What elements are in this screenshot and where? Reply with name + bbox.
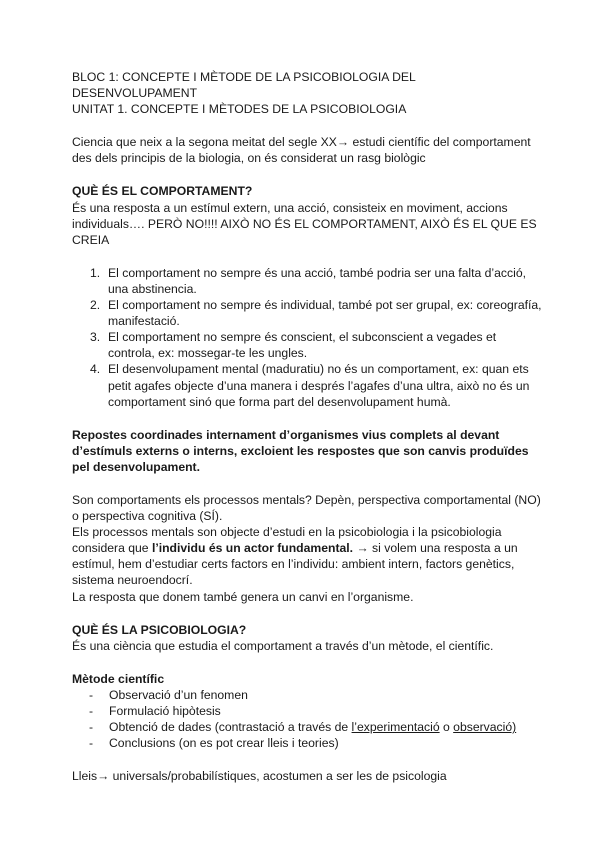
list-item: 1. El comportament no sempre és una acció, també podria ser una falta d’acció, una abstinencia. [90,265,526,296]
individual-emphasis: l’individu és un actor fundamental. [151,541,354,556]
list-item: - Obtenció de dades (contrastació a través de l’experimentació o observació) [89,720,517,735]
document-page [72,69,542,784]
header-line-2: UNITAT 1. CONCEPTE I MÈTODES DE LA PSICOBIOLOGIA [72,102,407,117]
list-item: - Observació d’un fenomen [89,687,248,702]
list-item: - Formulació hipòtesis [89,704,221,718]
list-item: 3. El comportament no sempre és conscient, el subconscient a vegades et controla, ex: mossegar-te les ungles. [90,330,497,361]
response-paragraph: La resposta que donem també genera un canvi en l’organisme. [72,589,414,604]
mental-processes-paragraph: Son comportaments els processos mentals? Depèn, perspectiva comportamental (NO) o perspectiva cognitiva (SÍ). [72,492,541,524]
intro-paragraph: Ciencia que neix a la segona meitat del segle XX→ estudi científic del comportament des dels principis de la biologia, on és considerat un rasg biològic [72,135,531,166]
laws-paragraph: Lleis→ universals/probabilístiques, acostumen a ser les de psicologia [72,769,447,784]
list-item: 2. El comportament no sempre és individual, també pot ser grupal, ex: coreografía, manifestació. [90,298,542,329]
section-title-psicobiologia: QUÈ ÉS LA PSICOBIOLOGIA? [72,622,247,637]
individual-paragraph: Els processos mentals son objecte d’estudi en la psicobiologia i la psicobiologia considera que l’individu és un actor fundamental. → si volem una resposta a un estímul, hem d’estudiar certs factors en l’individu: ambient intern, factors genètics, sistema neuroendocrí. [72,525,518,588]
section-text-comportament: És una resposta a un estímul extern, una acció, consisteix en moviment, accions individuals…. PERÒ NO!!!! AIXÒ NO ÉS EL COMPORTAMENT, AIXÒ ÉS EL QUE ES CREIA [72,200,537,247]
section-text-psicobiologia: És una ciència que estudia el comportament a través d’un mètode, el científic. [72,638,494,653]
list-item: 4. El desenvolupament mental (maduratiu) no és un comportament, ex: quan ets petit agafes objecte d’una manera i després l’agafes d’una ultra, això no és un comportament sinó que forma part del desenvolupament humà. [90,362,530,409]
header-line-1: BLOC 1: CONCEPTE I MÈTODE DE LA PSICOBIOLOGIA DEL DESENVOLUPAMENT [72,70,416,101]
method-title: Mètode científic [72,671,165,686]
definition-paragraph: Repostes coordinades internament d’organismes vius complets al devant d’estímuls externs o interns, excloient les respostes que son canvis produïdes pel desenvolupament. [72,427,529,474]
numbered-list [72,265,542,410]
section-title-comportament: QUÈ ÉS EL COMPORTAMENT? [72,184,253,199]
list-item: - Conclusions (on es pot crear lleis i teories) [89,736,339,751]
method-list [72,687,542,751]
